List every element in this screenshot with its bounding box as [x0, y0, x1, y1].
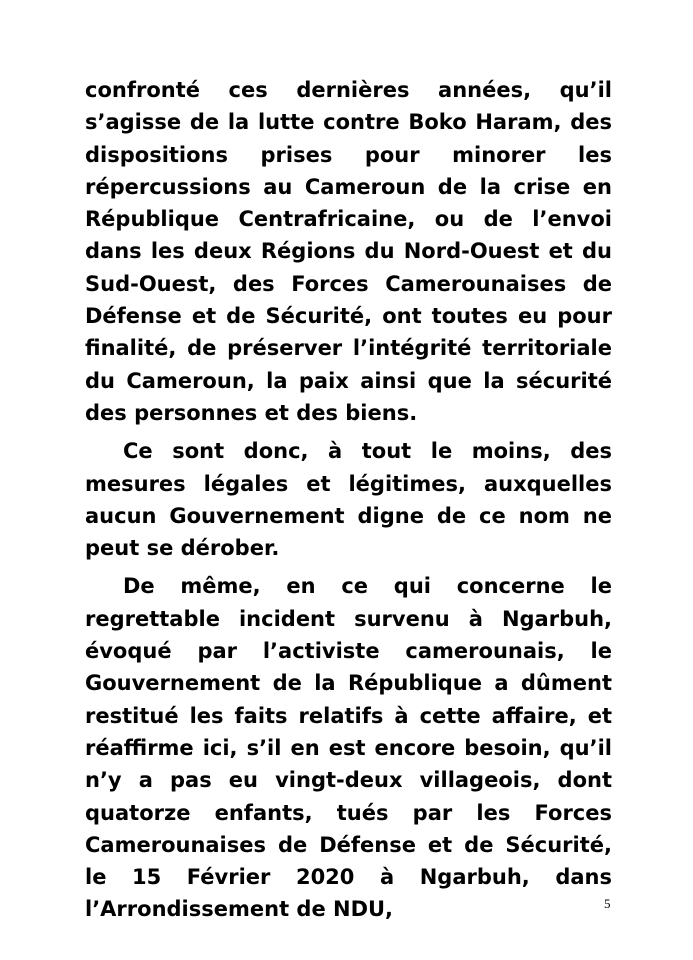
page-number: 5 [604, 896, 611, 911]
paragraph-ngarbuh-incident: De même, en ce qui concerne le regrettable incident survenu à Ngarbuh, évoqué par l’activiste camerounais, le Gouvernement de la République a dûment restitué les faits relatifs à cette affaire, et réaffirme ici, s’il en est encore besoin, qu’il n’y a pas eu vingt-deux villageois, dont quatorze enfants, tués par les Forces Camerounaises de Défense et de Sécurité, le 15 Février 2020 à Ngarbuh, dans l’Arrondissement de NDU, [85, 574, 612, 922]
body-text [85, 74, 612, 926]
paragraph-continuation: confronté ces dernières années, qu’il s’agisse de la lutte contre Boko Haram, des dispositions prises pour minorer les répercussions au Cameroun de la crise en République Centrafricaine, ou de l’envoi dans les deux Régions du Nord-Ouest et du Sud-Ouest, des Forces Camerounaises de Défense et de Sécurité, ont toutes eu pour finalité, de préserver l’intégrité territoriale du Cameroun, la paix ainsi que la sécurité des personnes et des biens. [85, 78, 612, 425]
paragraph-legal-measures: Ce sont donc, à tout le moins, des mesures légales et légitimes, auxquelles aucun Gouvernement digne de ce nom ne peut se dérober. [85, 439, 612, 561]
